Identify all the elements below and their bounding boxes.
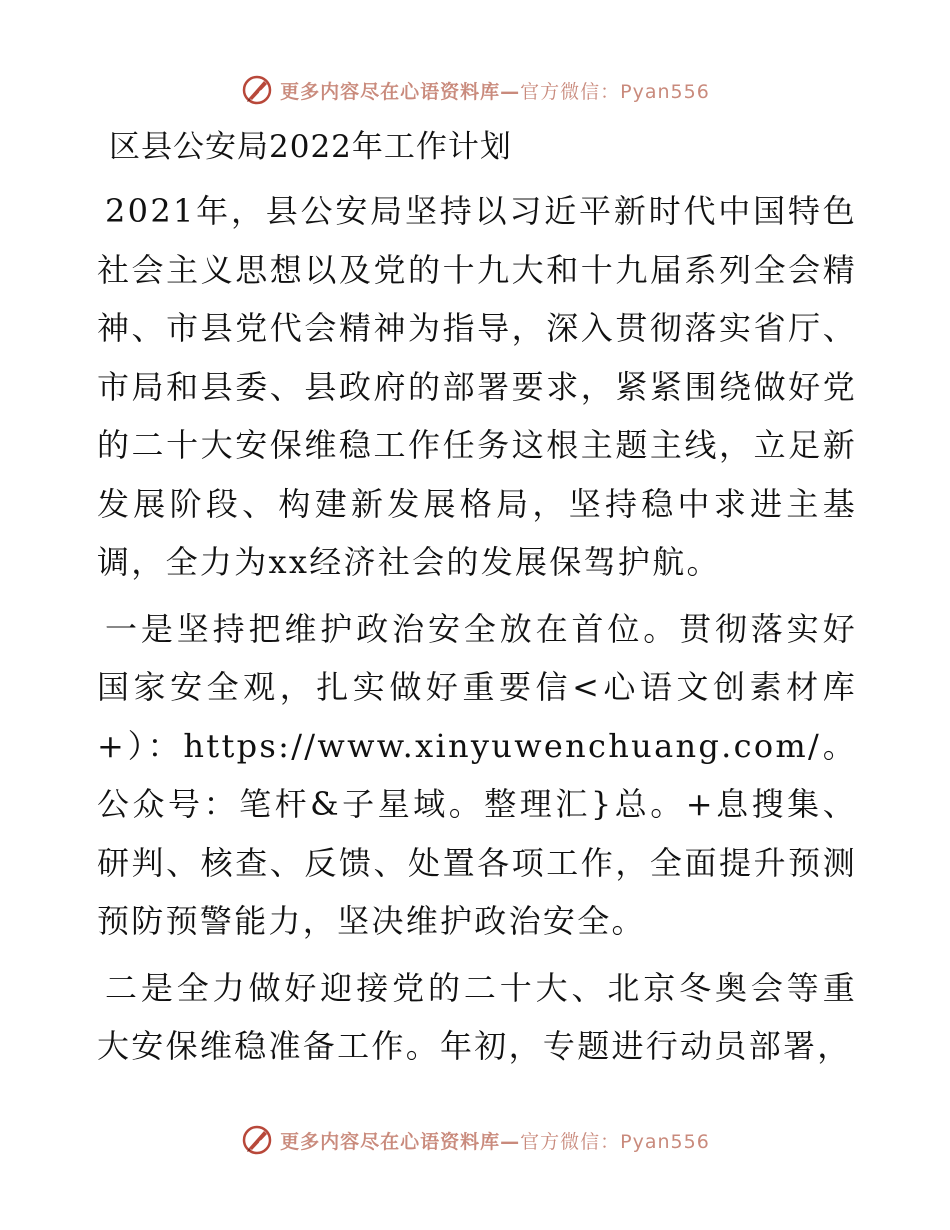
- paragraph-3: 二是全力做好迎接党的二十大、北京冬奥会等重大安保维稳准备工作。年初，专题进行动员部署，: [97, 968, 857, 1065]
- header-banner: [0, 70, 950, 110]
- banner-text: [280, 77, 710, 104]
- banner-text-main: 更多内容尽在心语资料库: [280, 80, 501, 103]
- document-title: 区县公安局2022年工作计划: [109, 129, 512, 165]
- quill-pen-logo-icon: [240, 73, 274, 107]
- quill-pen-logo-icon: [240, 1123, 274, 1157]
- document-body: [97, 122, 857, 1084]
- banner-text-dash: —: [500, 80, 521, 103]
- banner-text-wechat: 官方微信：Pyan556: [520, 1130, 710, 1153]
- banner-text-wechat: 官方微信：Pyan556: [520, 80, 710, 103]
- paragraph-1: 2021年，县公安局坚持以习近平新时代中国特色社会主义思想以及党的十九大和十九届系列全会精神、市县党代会精神为指导，深入贯彻落实省厅、市局和县委、县政府的部署要求，紧紧围绕做好党的二十大安保维稳工作任务这根主题主线，立足新发展阶段、构建新发展格局，坚持稳中求进主基调，全力为xx经济社会的发展保驾护航。: [97, 192, 857, 581]
- banner-text: [280, 1127, 710, 1154]
- banner-text-dash: —: [500, 1130, 521, 1153]
- footer-banner: [0, 1120, 950, 1160]
- paragraph-2: 一是坚持把维护政治安全放在首位。贯彻落实好国家安全观，扎实做好重要信<心语文创素材库+）：https://www.xinyuwenchuang.com/。公众号：笔杆&子星域。整理汇}总。+息搜集、研判、核查、反馈、处置各项工作，全面提升预测预防预警能力，坚决维护政治安全。: [97, 609, 857, 940]
- banner-text-main: 更多内容尽在心语资料库: [280, 1130, 501, 1153]
